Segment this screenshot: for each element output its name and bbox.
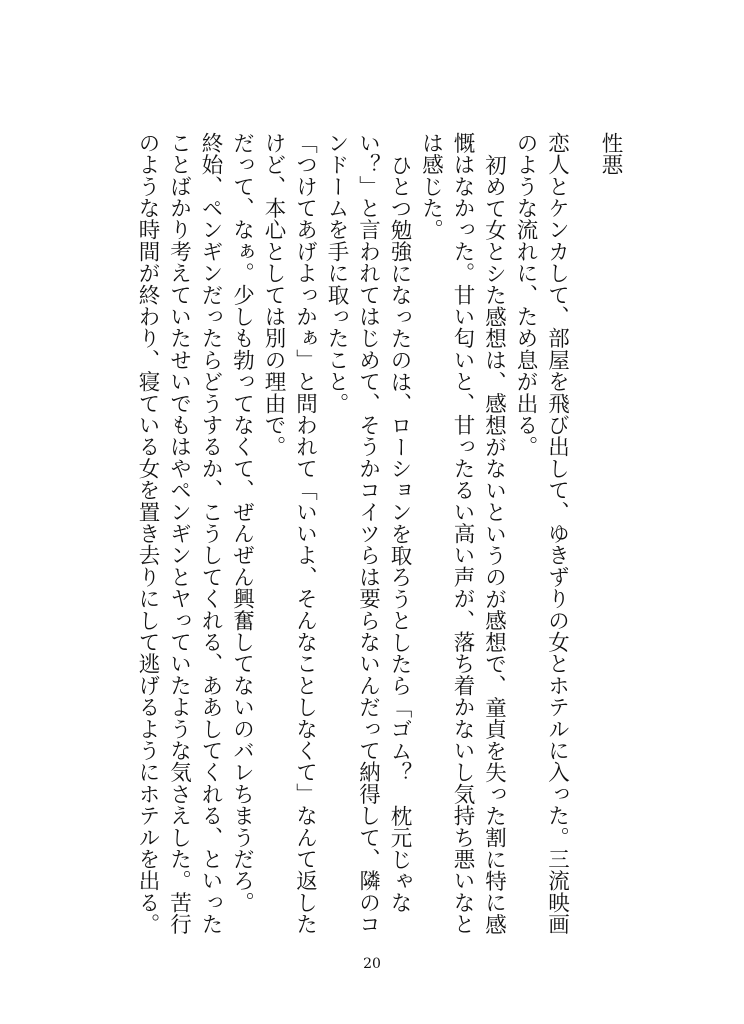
paragraph-5: だって、なぁ。少しも勃ってなくて、ぜんぜん興奮してないのバレちまうだろ。 xyxy=(229,132,255,914)
paragraph-1: 恋人とケンカして、部屋を飛び出して、ゆきずりの女とホテルに入った。三流映画のような流れに、ため息が出る。 xyxy=(513,132,570,935)
chapter-title: 性悪 xyxy=(598,132,623,176)
paragraph-3: ひとつ勉強になったのは、ローションを取ろうとしたら「ゴム？ 枕元じゃない？」と言われてはじめて、そうかコイツらは要らないんだって納得して、隣のコンドームを手に取ったこと。 xyxy=(324,132,412,935)
vertical-text-block xyxy=(135,132,626,952)
paragraph-4: 「つけてあげよっかぁ」と問われて「いいよ、そんなことしなくて」なんて返したけど、本心としては別の理由で。 xyxy=(261,132,318,935)
paragraph-2: 初めて女とシた感想は、感想がないというのが感想で、童貞を失った割に特に感慨はなかった。甘い匂いと、甘ったるい高い声が、落ち着かないし気持ち悪いなとは感じた。 xyxy=(418,132,507,935)
page-number: 20 xyxy=(363,956,381,972)
paragraph-6: 終始、ペンギンだったらどうするか、こうしてくれる、ああしてくれる、といったことばかり考えていたせいでもはやペンギンとヤっていたような気さえした。苦行のような時間が終わり、寝ている女を置き去りにして逃げるようにホテルを出る。 xyxy=(135,132,223,935)
